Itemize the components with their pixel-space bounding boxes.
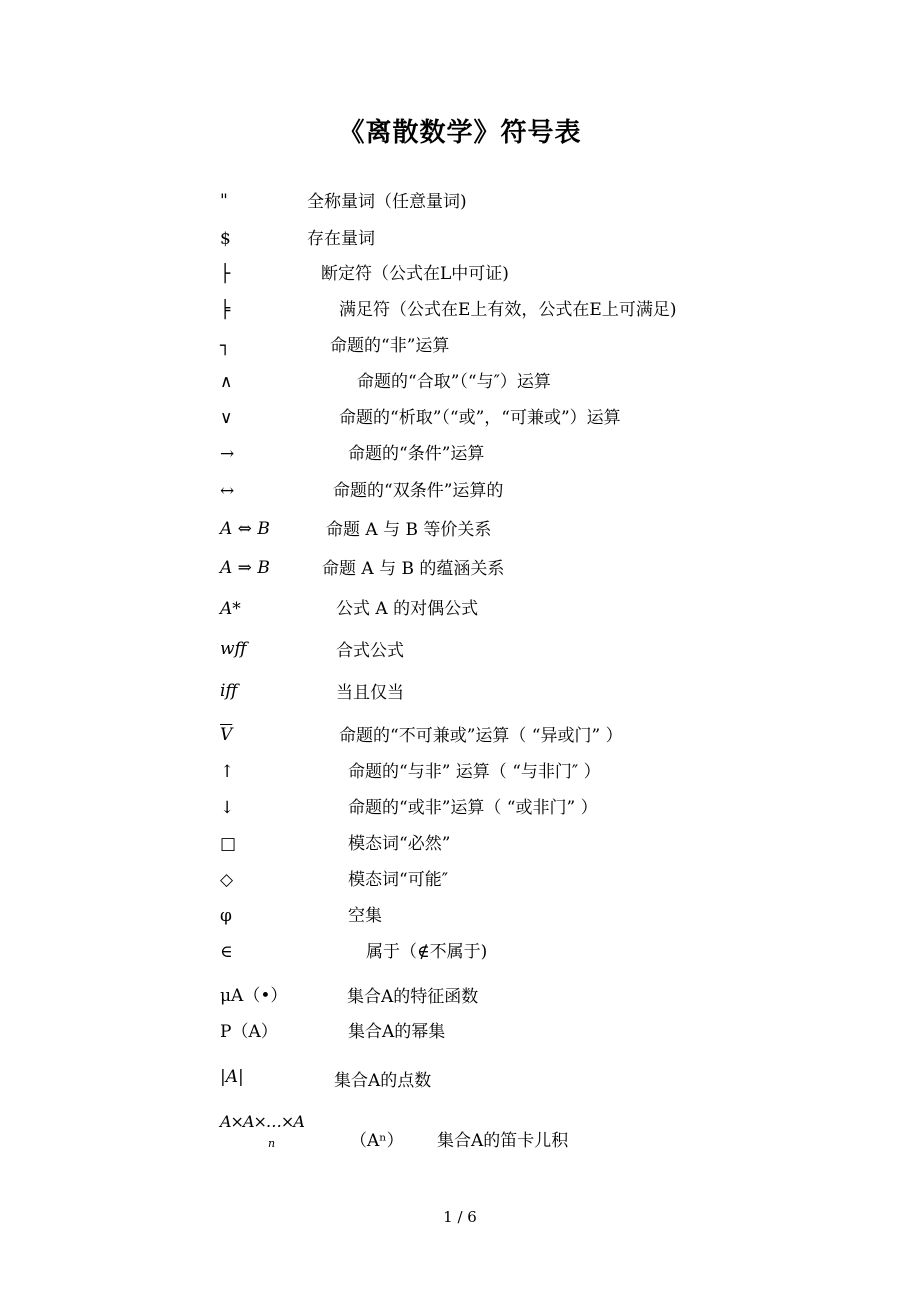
- equivalence-symbol: A ⇔ B: [220, 519, 270, 539]
- page-number: 1 / 6: [443, 1208, 477, 1226]
- equivalence-description: 命题 A 与 B 等价关系: [326, 520, 492, 540]
- possibility-symbol: ◇: [220, 870, 234, 890]
- models-symbol: ╞: [220, 300, 231, 320]
- cartesian-product-description: 集合A的笛卡儿积: [437, 1131, 569, 1151]
- cardinality-symbol: |A|: [220, 1067, 244, 1087]
- cardinality-description: 集合A的点数: [334, 1071, 432, 1091]
- conditional-description: 命题的“条件”运算: [348, 444, 485, 464]
- wff-description: 合式公式: [336, 641, 404, 661]
- document-title: 《离散数学》符号表: [338, 118, 582, 148]
- biconditional-symbol: ↔: [220, 481, 235, 501]
- disjunction-symbol: ∨: [220, 408, 233, 428]
- xor-description: 命题的“不可兼或”运算（ “异或门” ）: [339, 726, 623, 746]
- nor-description: 命题的“或非”运算（ “或非门” ）: [348, 798, 598, 818]
- necessity-symbol: □: [220, 834, 237, 854]
- empty-set-description: 空集: [348, 906, 382, 926]
- exponent-n-label: n: [268, 1137, 276, 1150]
- iff-description: 当且仅当: [336, 683, 404, 703]
- conjunction-symbol: ∧: [220, 372, 233, 392]
- cartesian-product-symbol: A×A×…×A: [220, 1112, 304, 1131]
- power-set-symbol: P（A）: [220, 1022, 278, 1042]
- iff-symbol: iff: [220, 681, 238, 701]
- nand-symbol: ↑: [220, 762, 235, 782]
- empty-set-symbol: φ: [220, 906, 232, 926]
- necessity-description: 模态词“必然”: [348, 834, 451, 854]
- possibility-description: 模态词“可能″: [348, 870, 449, 890]
- negation-symbol: ┐: [220, 336, 231, 356]
- wff-symbol: wff: [220, 639, 247, 659]
- dual-formula-description: 公式 A 的对偶公式: [336, 599, 479, 619]
- turnstile-symbol: ├: [220, 264, 231, 284]
- nand-description: 命题的“与非” 运算（ “与非门″ ）: [348, 762, 601, 782]
- power-set-description: 集合A的幂集: [348, 1022, 446, 1042]
- conjunction-description: 命题的“合取”（“与″）运算: [357, 372, 551, 392]
- forall-description: 全称量词（任意量词): [307, 192, 467, 212]
- biconditional-description: 命题的“双条件”运算的: [333, 481, 504, 501]
- exists-symbol: $: [220, 229, 231, 249]
- forall-symbol: ": [220, 191, 228, 211]
- characteristic-function-symbol: μA（•）: [220, 986, 288, 1006]
- models-description: 满足符（公式在E上有效，公式在E上可满足): [339, 300, 677, 320]
- negation-description: 命题的“非”运算: [330, 336, 450, 356]
- element-of-description: 属于（∉不属于): [366, 942, 488, 962]
- nor-symbol: ↓: [220, 798, 235, 818]
- turnstile-description: 断定符（公式在L中可证): [321, 264, 509, 284]
- implication-description: 命题 A 与 B 的蕴涵关系: [322, 559, 505, 579]
- cartesian-power-notation: （Aⁿ）: [350, 1131, 404, 1151]
- disjunction-description: 命题的“析取”（“或”，“可兼或”）运算: [339, 408, 621, 428]
- element-of-symbol: ∈: [220, 942, 233, 962]
- characteristic-function-description: 集合A的特征函数: [347, 987, 479, 1007]
- xor-symbol: $\overline{V}$: [220, 725, 233, 745]
- dual-formula-symbol: A*: [220, 599, 241, 619]
- exists-description: 存在量词: [307, 229, 375, 249]
- conditional-symbol: →: [220, 444, 235, 464]
- implication-symbol: A ⇒ B: [220, 558, 270, 578]
